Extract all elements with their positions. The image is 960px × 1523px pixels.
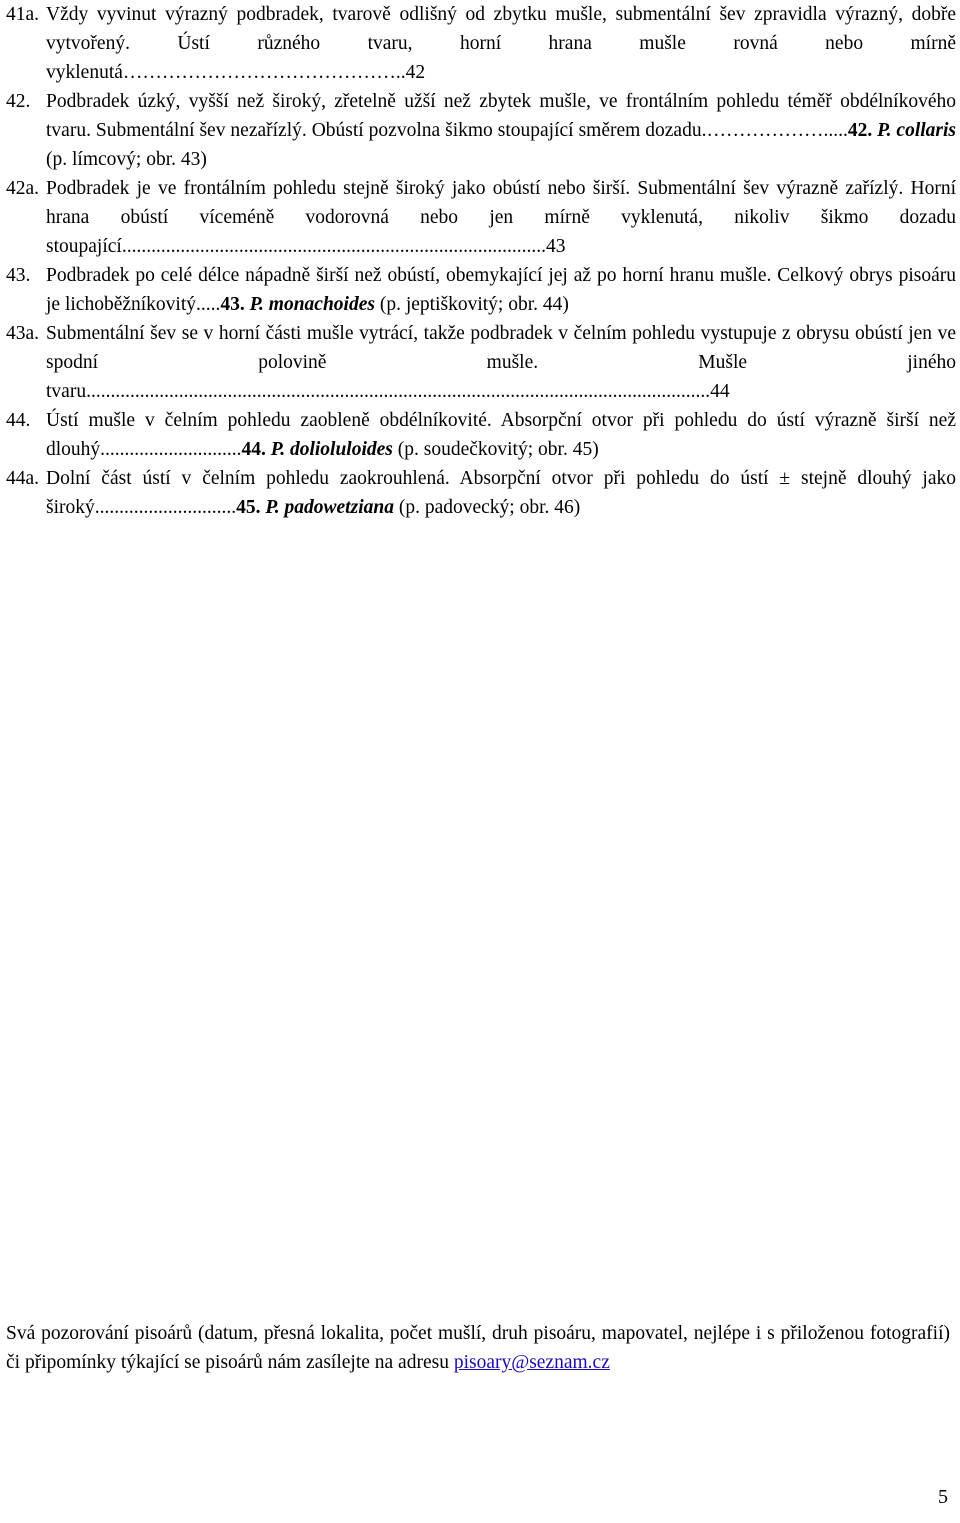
entry-text: Dolní část ústí v čelním pohledu zaokrouhlená. Absorpční otvor při pohledu do ústí ± stejně dlouhý jako široký.............................	[46, 468, 956, 518]
key-entry-44a	[6, 464, 956, 522]
taxon-name: P. padowetziana	[265, 497, 394, 518]
entry-result-number: 44.	[241, 439, 266, 460]
entry-number: 43.	[6, 265, 31, 286]
common-name-figure: (p. jeptiškovitý; obr. 44)	[379, 294, 569, 315]
entry-result-number: 43.	[220, 294, 245, 315]
email-link[interactable]: pisoary@seznam.cz	[453, 1352, 610, 1373]
entry-text: Vždy vyvinut výrazný podbradek, tvarově odlišný od zbytku mušle, submentální šev zpravidla výrazný, dobře vytvořený. Ústí různého tvaru, horní hrana mušle rovná nebo mírně vyklenutá……………………………………..42	[46, 4, 956, 83]
entry-text: Podbradek po celé délce nápadně širší než obústí, obemykající jej až po horní hranu mušle. Celkový obrys pisoáru je lichoběžníkovitý.....	[46, 265, 956, 315]
identification-key	[6, 0, 956, 522]
key-entry-43a	[6, 319, 956, 406]
entry-number: 44a.	[6, 468, 40, 489]
entry-number: 41a.	[6, 4, 40, 25]
taxon-name: P. dolioluloides	[270, 439, 393, 460]
entry-text: Submentální šev se v horní části mušle vytrácí, takže podbradek v čelním pohledu vystupuje z obrysu obústí jen ve spodní polovině mušle. Mušle jiného tvaru................................................................................................................................44	[46, 323, 956, 402]
page-number: 5	[938, 1486, 948, 1508]
key-entry-42	[6, 87, 956, 174]
common-name-figure: (p. límcový; obr. 43)	[46, 149, 207, 170]
contact-note	[6, 1319, 950, 1377]
key-entry-41a	[6, 0, 956, 87]
taxon-name: P. monachoides	[249, 294, 375, 315]
key-entry-43	[6, 261, 956, 319]
taxon-name: P. collaris	[877, 120, 956, 141]
contact-note-text: Svá pozorování pisoárů (datum, přesná lokalita, počet mušlí, druh pisoáru, mapovatel, nejlépe i s přiloženou fotografií) či připomínky týkající se pisoárů nám zasílejte na adresu	[6, 1323, 950, 1373]
entry-number: 42a.	[6, 178, 40, 199]
entry-result-number: 45.	[236, 497, 261, 518]
key-entry-42a	[6, 174, 956, 261]
entry-number: 43a.	[6, 323, 40, 344]
key-entry-44	[6, 406, 956, 464]
entry-result-number: 42.	[847, 120, 873, 141]
entry-text: Podbradek je ve frontálním pohledu stejně široký jako obústí nebo širší. Submentální šev výrazně zařízlý. Horní hrana obústí víceméně vodorovná nebo jen mírně vyklenutá, nikoliv šikmo dozadu stoupající.......................................................................................43	[46, 178, 956, 257]
entry-number: 44.	[6, 410, 31, 431]
entry-text: Ústí mušle v čelním pohledu zaobleně obdélníkovité. Absorpční otvor při pohledu do ústí výrazně širší než dlouhý.............................	[46, 410, 956, 460]
common-name-figure: (p. padovecký; obr. 46)	[398, 497, 581, 518]
common-name-figure: (p. soudečkovitý; obr. 45)	[397, 439, 599, 460]
entry-text: Podbradek úzký, vyšší než široký, zřetelně užší než zbytek mušle, ve frontálním pohledu téměř obdélníkového tvaru. Submentální šev nezařízlý. Obústí pozvolna šikmo stoupající směrem dozadu.……………….....	[46, 91, 956, 141]
entry-number: 42.	[6, 91, 31, 112]
